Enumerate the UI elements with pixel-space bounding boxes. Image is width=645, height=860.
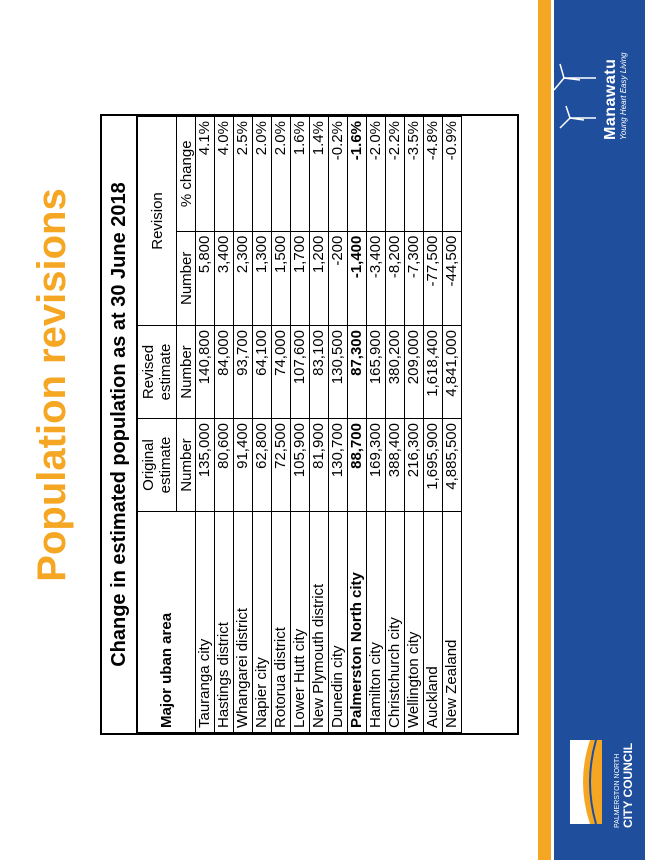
- cell-revision: -200: [329, 231, 348, 325]
- cell-pct: 1.4%: [310, 117, 329, 232]
- table-row: [443, 117, 462, 733]
- cell-revised: 1,618,400: [424, 326, 443, 419]
- pncc-line1: PALMERSTON NORTH: [614, 753, 621, 828]
- manawatu-logo: [550, 30, 630, 140]
- manawatu-name: Manawatu: [602, 58, 619, 140]
- cell-pct: -3.5%: [405, 117, 424, 232]
- cell-area: Lower Hutt city: [291, 512, 310, 733]
- cell-pct: 1.6%: [291, 117, 310, 232]
- cell-pct: 2.5%: [234, 117, 253, 232]
- cell-pct: 2.0%: [272, 117, 291, 232]
- cell-pct: -0.9%: [443, 117, 462, 232]
- cell-original: 169,300: [367, 419, 386, 512]
- cell-revised: 140,800: [196, 326, 215, 419]
- pncc-logo: [566, 732, 636, 832]
- cell-area: Christchurch city: [386, 512, 405, 733]
- cell-original: 1,695,900: [424, 419, 443, 512]
- cell-revision: -3,400: [367, 231, 386, 325]
- table-row: [291, 117, 310, 733]
- cell-area: Hamilton city: [367, 512, 386, 733]
- manawatu-tagline: Young Heart Easy Living: [619, 52, 628, 140]
- cell-original: 88,700: [348, 419, 367, 512]
- cell-pct: -2.2%: [386, 117, 405, 232]
- cell-revision: -77,500: [424, 231, 443, 325]
- cell-revised: 107,600: [291, 326, 310, 419]
- pncc-emblem-icon: [566, 732, 606, 832]
- header-revision: Revision: [138, 117, 177, 326]
- pncc-line2: CITY COUNCIL: [621, 742, 635, 828]
- cell-pct: 4.1%: [196, 117, 215, 232]
- cell-revision: 5,800: [196, 231, 215, 325]
- cell-revised: 64,100: [253, 326, 272, 419]
- cell-original: 135,000: [196, 419, 215, 512]
- header-revised: Revised estimate: [138, 326, 177, 419]
- subheader-revision-number: Number: [177, 231, 196, 325]
- cell-pct: -1.6%: [348, 117, 367, 232]
- cell-original: 216,300: [405, 419, 424, 512]
- cell-original: 91,400: [234, 419, 253, 512]
- table-row: [386, 117, 405, 733]
- cell-original: 72,500: [272, 419, 291, 512]
- cell-area: Palmerston North city: [348, 512, 367, 733]
- table-row: [329, 117, 348, 733]
- cell-area: Whangarei district: [234, 512, 253, 733]
- table-row: [405, 117, 424, 733]
- subheader-original-number: Number: [177, 419, 196, 512]
- cell-revision: 1,200: [310, 231, 329, 325]
- cell-revised: 84,000: [215, 326, 234, 419]
- cell-area: New Zealand: [443, 512, 462, 733]
- cell-area: New Plymouth district: [310, 512, 329, 733]
- cell-revision: 3,400: [215, 231, 234, 325]
- cell-revision: 2,300: [234, 231, 253, 325]
- table-title: Change in estimated population as at 30 June 2018: [102, 116, 137, 733]
- page-title: Population revisions: [30, 188, 74, 582]
- wind-turbine-icon: [550, 30, 598, 140]
- subheader-pct-change: % change: [177, 117, 196, 232]
- cell-pct: 4.0%: [215, 117, 234, 232]
- cell-revised: 130,500: [329, 326, 348, 419]
- cell-pct: 2.0%: [253, 117, 272, 232]
- cell-revision: -7,300: [405, 231, 424, 325]
- table-row: [310, 117, 329, 733]
- data-table: [137, 116, 462, 733]
- cell-revised: 93,700: [234, 326, 253, 419]
- cell-revised: 83,100: [310, 326, 329, 419]
- table-row: [215, 117, 234, 733]
- cell-revision: -44,500: [443, 231, 462, 325]
- cell-area: Tauranga city: [196, 512, 215, 733]
- cell-revised: 165,900: [367, 326, 386, 419]
- cell-revised: 74,000: [272, 326, 291, 419]
- cell-area: Auckland: [424, 512, 443, 733]
- cell-revision: -1,400: [348, 231, 367, 325]
- cell-original: 388,400: [386, 419, 405, 512]
- cell-pct: -4.8%: [424, 117, 443, 232]
- cell-original: 80,600: [215, 419, 234, 512]
- cell-revised: 380,200: [386, 326, 405, 419]
- cell-pct: -0.2%: [329, 117, 348, 232]
- header-area: Major uban area: [138, 512, 196, 733]
- cell-area: Hastings district: [215, 512, 234, 733]
- cell-revision: -8,200: [386, 231, 405, 325]
- cell-pct: -2.0%: [367, 117, 386, 232]
- table-row: [253, 117, 272, 733]
- header-original: Original estimate: [138, 419, 177, 512]
- table-row: [424, 117, 443, 733]
- cell-area: Dunedin city: [329, 512, 348, 733]
- cell-area: Rotorua district: [272, 512, 291, 733]
- cell-area: Wellington city: [405, 512, 424, 733]
- population-table: [100, 114, 519, 735]
- cell-revision: 1,500: [272, 231, 291, 325]
- cell-original: 81,900: [310, 419, 329, 512]
- cell-revised: 4,841,000: [443, 326, 462, 419]
- cell-revision: 1,300: [253, 231, 272, 325]
- cell-revision: 1,700: [291, 231, 310, 325]
- table-row: [196, 117, 215, 733]
- cell-revised: 87,300: [348, 326, 367, 419]
- cell-revised: 209,000: [405, 326, 424, 419]
- cell-original: 4,885,500: [443, 419, 462, 512]
- cell-original: 105,900: [291, 419, 310, 512]
- cell-original: 62,800: [253, 419, 272, 512]
- table-row: [348, 117, 367, 733]
- cell-original: 130,700: [329, 419, 348, 512]
- subheader-revised-number: Number: [177, 326, 196, 419]
- table-row: [272, 117, 291, 733]
- cell-area: Napier city: [253, 512, 272, 733]
- table-row: [234, 117, 253, 733]
- table-row: [367, 117, 386, 733]
